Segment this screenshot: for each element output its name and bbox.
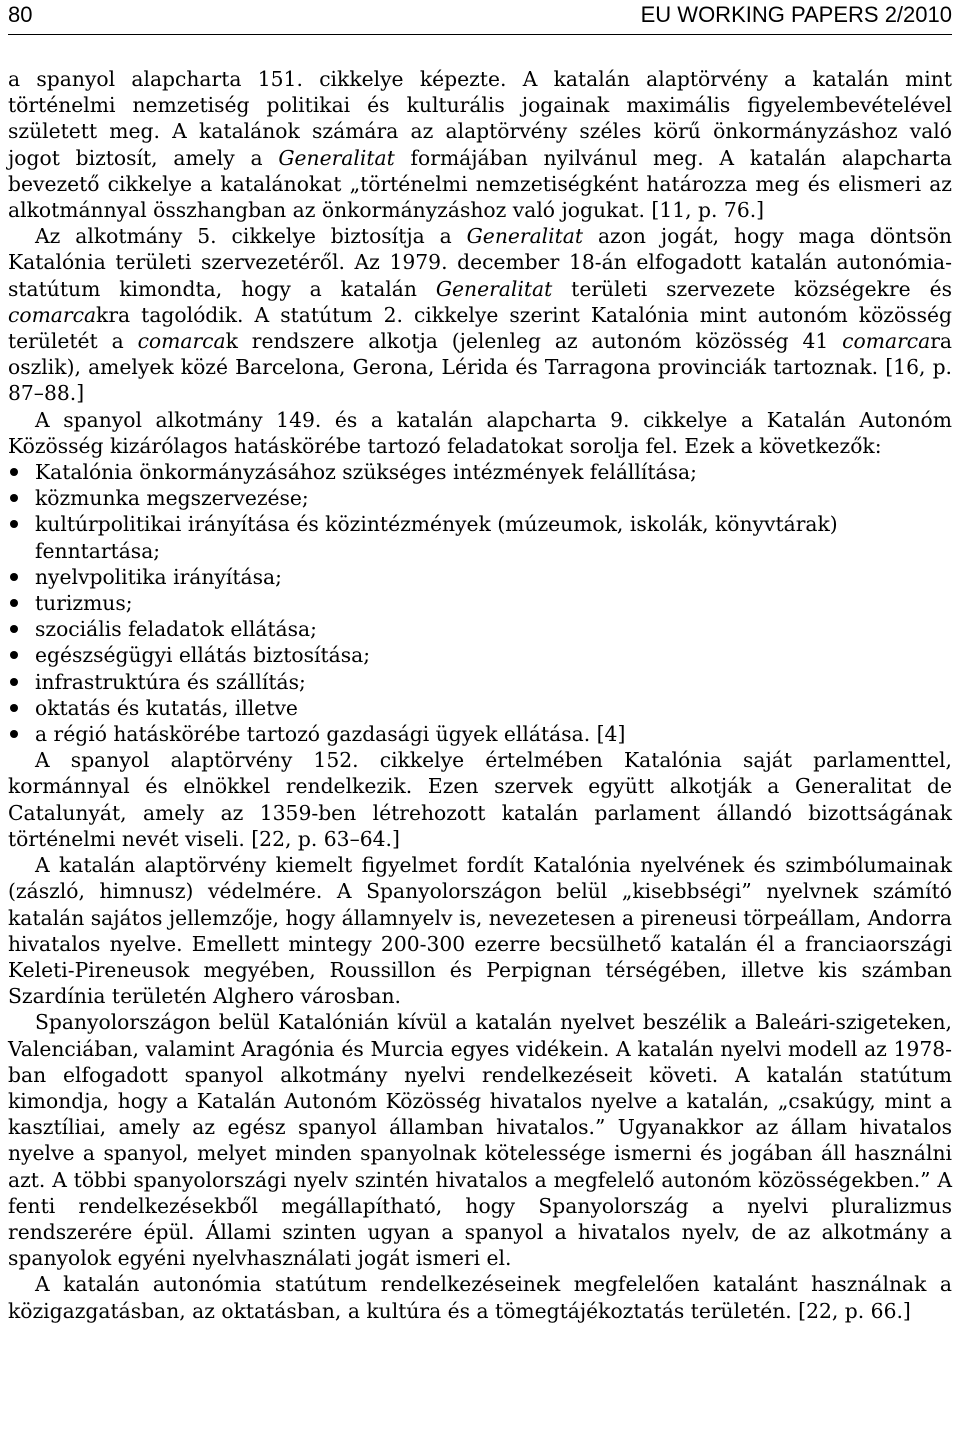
list-item: a régió hatáskörébe tartozó gazdasági ügyek ellátása. [4]: [8, 721, 952, 747]
list-item: nyelvpolitika irányítása;: [8, 564, 952, 590]
italic-term: Generalitat: [278, 145, 395, 170]
italic-term: Generalitat: [466, 224, 584, 249]
competence-list: [8, 459, 952, 747]
text-run: azon jogát, hogy maga döntsön Katalónia területi szervezetéről. Az 1979. december 18-án elfogadott katalán autonómia-statútum kimondta, hogy a katalán: [8, 224, 952, 301]
list-item: Katalónia önkormányzásához szükséges intézmények felállítása;: [8, 459, 952, 485]
page-number: 80: [8, 2, 33, 27]
text-run: kra tagolódik. A statútum 2. cikkelye szerint Katalónia mint autonóm közösség területét a: [8, 302, 952, 354]
list-item: szociális feladatok ellátása;: [8, 616, 952, 642]
list-item: kultúrpolitikai irányítása és közintézmények (múzeumok, iskolák, könyvtárak) fenntartása;: [8, 511, 952, 563]
list-item: infrastruktúra és szállítás;: [8, 669, 952, 695]
paragraph-5: A katalán alaptörvény kiemelt figyelmet fordít Katalónia nyelvének és szimbólumainak (zászló, himnusz) védelmére. A Spanyolországon belül „kisebbségi” nyelvnek számító katalán sajátos jellemzője, hogy államnyelv is, nevezetesen a pireneusi törpeállam, Andorra hivatalos nyelve. Emellett mintegy 200-300 ezerre becsülhető katalán él a franciaországi Keleti-Pireneusok megyében, Roussillon és Perpignan térségében, illetve kis számban Szardínia területén Alghero városban.: [8, 853, 952, 1009]
list-item: egészségügyi ellátás biztosítása;: [8, 642, 952, 668]
text-run: területi szervezete községekre és: [552, 276, 952, 301]
running-title: EU WORKING PAPERS 2/2010: [640, 2, 952, 27]
paragraph-7: A katalán autonómia statútum rendelkezéseinek megfelelően katalánt használnak a közigazgatásban, az oktatásban, a kultúra és a tömegtájékoztatás területén. [22, p. 66.]: [8, 1272, 952, 1323]
italic-term: Generalitat: [435, 276, 553, 301]
paragraph-3: A spanyol alkotmány 149. és a katalán alapcharta 9. cikkelye a Katalán Autonóm Közösség kizárólagos hatáskörébe tartozó feladatokat sorolja fel. Ezek a következők:: [8, 407, 952, 458]
italic-term: comarca: [842, 329, 931, 354]
italic-term: comarca: [8, 302, 97, 327]
paragraph-4: A spanyol alaptörvény 152. cikkelye értelmében Katalónia saját parlamenttel, kormánnyal és elnökkel rendelkezik. Ezen szervek együtt alkotják a Generalitat de Catalunyát, amely az 1359-ben létrehozott katalán parlament állandó bizottságának történelmi nevét viseli. [22, p. 63–64.]: [8, 748, 952, 851]
body-text: [8, 66, 952, 1324]
text-run: Az alkotmány 5. cikkelye biztosítja a: [35, 224, 467, 249]
list-item: oktatás és kutatás, illetve: [8, 695, 952, 721]
text-run: a spanyol alapcharta 151. cikkelye képezte. A katalán alaptörvény a katalán mint történelmi nemzetiség politikai és kulturális jogainak maximális figyelembevételével született meg. A katalánok számára az alaptörvény széles körű önkormányzáshoz való jogot biztosít, amely a: [8, 67, 952, 170]
text-run: k rendszere alkotja (jelenleg az autonóm közösség 41: [225, 329, 843, 354]
paragraph-6: Spanyolországon belül Katalónián kívül a katalán nyelvet beszélik a Baleári-szigeteken, Valenciában, valamint Aragónia és Murcia egyes vidékein. A katalán nyelvi modell az 1978-ban elfogadott spanyol alkotmány nyelvi rendelkezéseit követi. A katalán statútum kimondja, hogy a Katalán Autonóm Közösség hivatalos nyelve a katalán, „csakúgy, mint a kasztíliai, amely az egész spanyol államban hivatalos.” Ugyanakkor az állam hivatalos nyelve a spanyol, melyet minden spanyolnak kötelessége ismerni és jogában áll használni azt. A többi spanyolországi nyelv szintén hivatalos a megfelelő autonóm közösségekben.” A fenti rendelkezésekből megállapítható, hogy Spanyolország a nyelvi pluralizmus rendszerére épül. Állami szinten ugyan a spanyol a hivatalos nyelv, de az alkotmány a spanyolok egyéni nyelvhasználati jogát ismeri el.: [8, 1010, 952, 1271]
italic-term: comarca: [137, 329, 226, 354]
list-item: közmunka megszervezése;: [8, 485, 952, 511]
text-run: formájában nyilvánul meg. A katalán alapcharta bevezető cikkelye a katalánokat „történelmi nemzetiségként határozza meg és elismeri az alkotmánnyal összhangban az önkormányzáshoz való jogukat. [11, p. 76.]: [8, 145, 952, 223]
list-item: turizmus;: [8, 590, 952, 616]
paragraph-2: [8, 223, 952, 406]
paragraph-1: [8, 66, 952, 223]
text-run: ra oszlik), amelyek közé Barcelona, Gerona, Lérida és Tarragona provinciák tartoznak. [16, p. 87–88.]: [8, 329, 953, 406]
page-header: [8, 0, 952, 35]
